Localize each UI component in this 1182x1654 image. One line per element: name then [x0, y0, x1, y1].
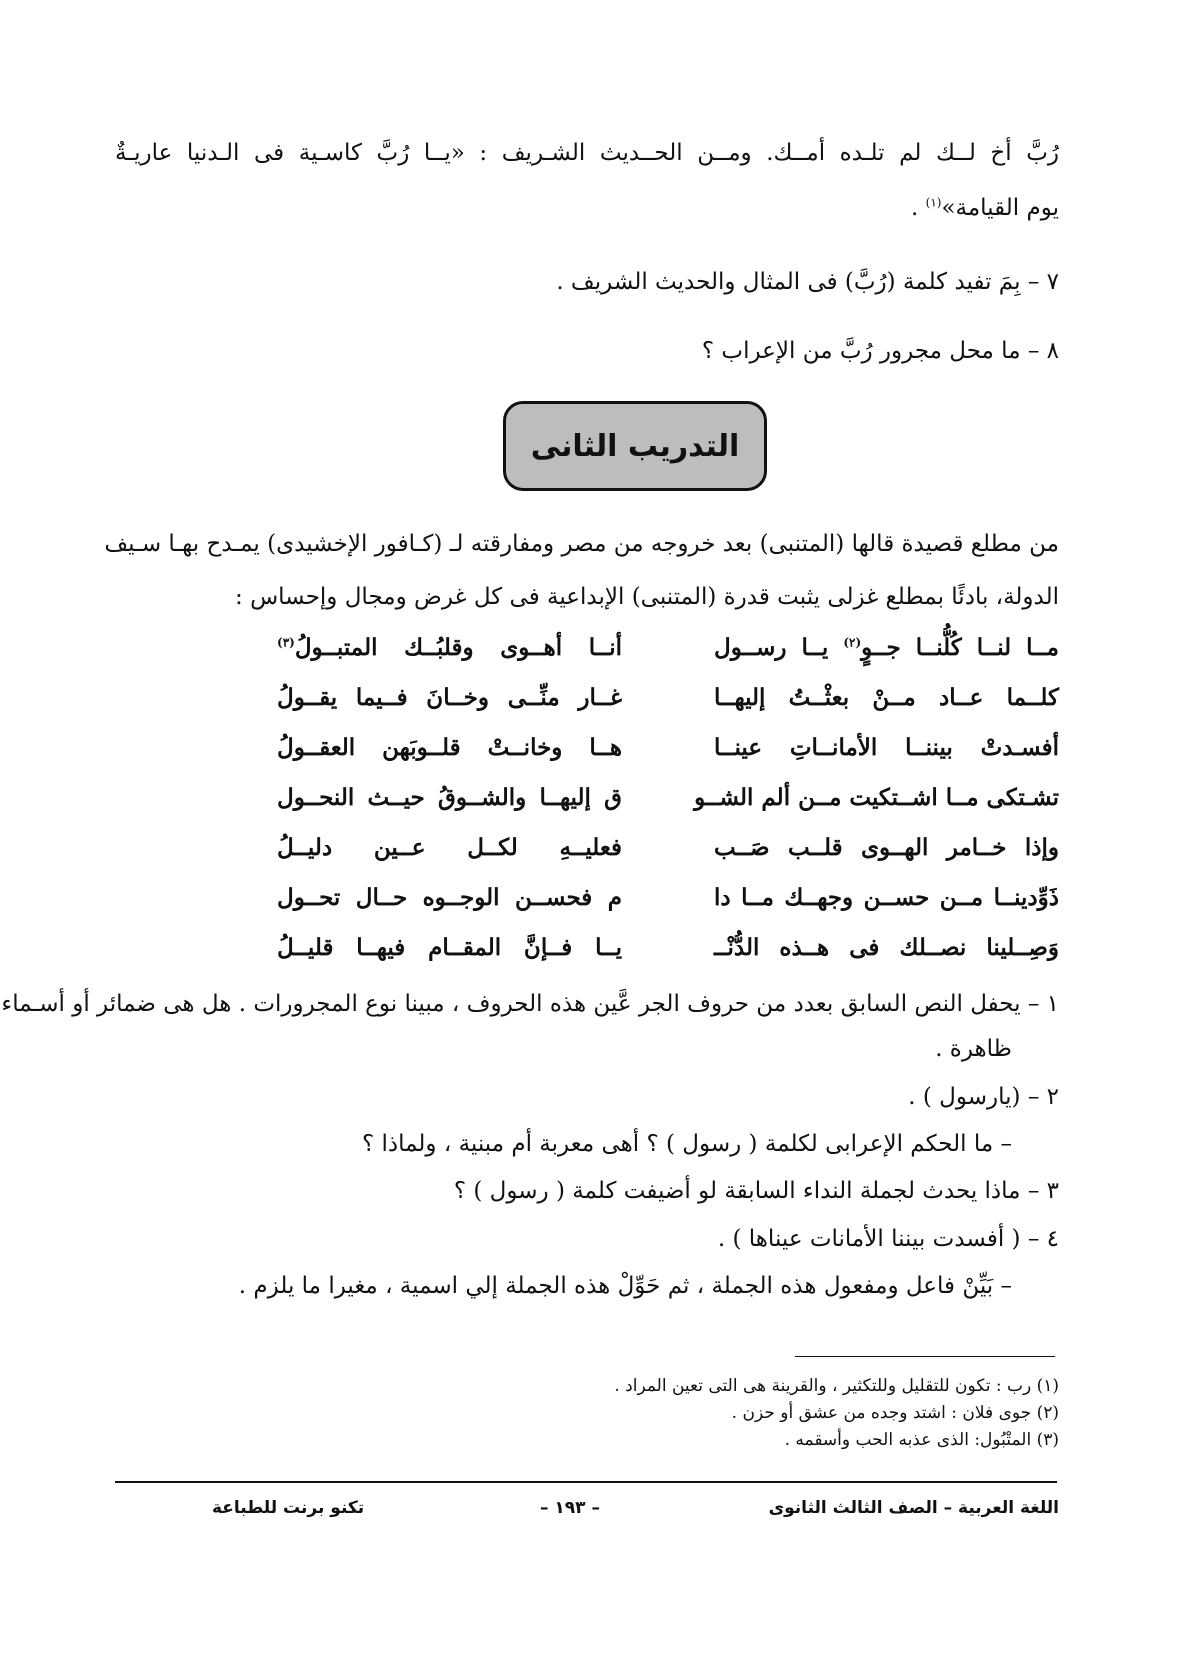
verse-1-second-text: أنــا أهــوى وقلبُــك المتبــولُ — [294, 634, 622, 661]
poem-verse-7 — [0, 928, 1182, 978]
intro-line-2 — [115, 191, 1059, 225]
verse-3-first-hemistich: أفسـدتْ بيننــا الأمانــاتِ عينــا — [714, 734, 1059, 761]
footnote-3: (٣) المتْبُول: الذى عذبه الحب وأسقمه . — [784, 1430, 1059, 1450]
verse-2-first-hemistich: كلــما عــاد مــنْ بعثْــتُ إليهــا — [714, 684, 1059, 711]
verse-1-second-hemistich — [277, 628, 622, 668]
verse-7-second-hemistich: يــا فــإنَّ المقــام فيهــا قليــلُ — [277, 934, 622, 961]
verse-6-first-hemistich: ذَوِّدينــا مــن حســن وجهــك مــا دا — [714, 884, 1059, 911]
poem-verse-3 — [0, 728, 1182, 778]
section-title: التدريب الثانى — [530, 428, 740, 464]
verse-1-first-hemistich — [714, 628, 1059, 668]
footnote-marker-3: (٣) — [277, 635, 295, 650]
footnote-2: (٢) جوى فلان : اشتد وجده من عشق أو حزن . — [731, 1403, 1059, 1423]
footer-printer: تكنو برنت للطباعة — [212, 1498, 365, 1518]
question-4: ٤ – ( أفسدت بيننا الأمانات عيناها ) . — [717, 1226, 1059, 1252]
intro-line-1: رُبَّ أخ لــك لم تلـده أمــك. ومــن الحــديث الشـريف : «يــا رُبَّ كاسـية فى الـدنيا عاريـةٌ — [115, 140, 1059, 166]
verse-6-second-hemistich: م فحســن الوجــوه حــال تحــول — [277, 884, 622, 911]
verse-1-first-text: مــا لنــا كُلُّنــا جــوٍ — [861, 634, 1059, 661]
question-2-sub: – ما الحكم الإعرابى لكلمة ( رسول ) ؟ أهى معربة أم مبنية ، ولماذا ؟ — [361, 1131, 1012, 1157]
footnote-1: (١) رب : تكون للتقليل وللتكثير ، والقرينة هى التى تعين المراد . — [614, 1376, 1059, 1396]
footnote-marker-1: (١) — [925, 195, 942, 210]
question-2: ٢ – (يارسول ) . — [908, 1084, 1059, 1110]
section-title-box — [503, 401, 767, 491]
question-4-sub: – بَيِّنْ فاعل ومفعول هذه الجملة ، ثم حَوِّلْ هذه الجملة إلي اسمية ، مغيرا ما يلزم . — [238, 1273, 1012, 1299]
footer-book-title: اللغة العربية – الصف الثالث الثانوى — [768, 1498, 1059, 1518]
verse-1-first-end: يــا رســول — [714, 634, 844, 661]
poem-verse-5 — [0, 828, 1182, 878]
intro-line-2-text: يوم القيامة» — [941, 195, 1059, 221]
verse-4-second-hemistich: ق إليهــا والشــوقُ حيــث النحــول — [277, 784, 622, 811]
verse-5-second-hemistich: فعليــهِ لكــل عــين دليــلُ — [277, 834, 622, 861]
passage-line-2: الدولة، بادئًا بمطلع غزلى يثبت قدرة (المتنبى) الإبداعية فى كل غرض ومجال وإحساس : — [235, 584, 1059, 610]
verse-5-first-hemistich: وإذا خــامر الهــوى قلــب صَــب — [714, 834, 1059, 861]
poem-verse-4 — [0, 778, 1182, 828]
passage-line-1: من مطلع قصيدة قالها (المتنبى) بعد خروجه من مصر ومفارقته لـ (كـافور الإخشيدى) يمـدح بهـا سـيف — [104, 531, 1059, 557]
question-7: ٧ – بِمَ تفيد كلمة (رُبَّ) فى المثال والحديث الشريف . — [556, 269, 1059, 295]
question-8: ٨ – ما محل مجرور رُبَّ من الإعراب ؟ — [701, 338, 1059, 364]
footnote-marker-2: (٢) — [843, 635, 862, 650]
question-1-line-1: ١ – يحفل النص السابق بعدد من حروف الجر عَّين هذه الحروف ، مبينا نوع المجرورات . هل هى ضمائر أو أسـماء — [1, 991, 1059, 1017]
footnote-divider — [795, 1356, 1055, 1357]
footer-divider — [115, 1481, 1057, 1483]
poem-verse-6 — [0, 878, 1182, 928]
intro-line-2-end: . — [911, 195, 926, 221]
question-3: ٣ – ماذا يحدث لجملة النداء السابقة لو أضيفت كلمة ( رسول ) ؟ — [453, 1178, 1059, 1204]
footer-page-number: – ١٩٣ – — [540, 1498, 600, 1518]
poem-verse-1 — [0, 628, 1182, 678]
question-1-line-2: ظاهرة . — [935, 1036, 1012, 1062]
verse-3-second-hemistich: هــا وخانــتْ قلــوبَهن العقــولُ — [277, 734, 622, 761]
verse-7-first-hemistich: وَصِــلينا نصــلك فى هــذه الدُّنْــ — [714, 934, 1059, 961]
verse-4-first-hemistich: تشـتكى مــا اشــتكيت مــن ألم الشــو — [694, 784, 1059, 811]
poem-verse-2 — [0, 678, 1182, 728]
verse-2-second-hemistich: غــار منِّــى وخــانَ فــيما يقــولُ — [277, 684, 622, 711]
